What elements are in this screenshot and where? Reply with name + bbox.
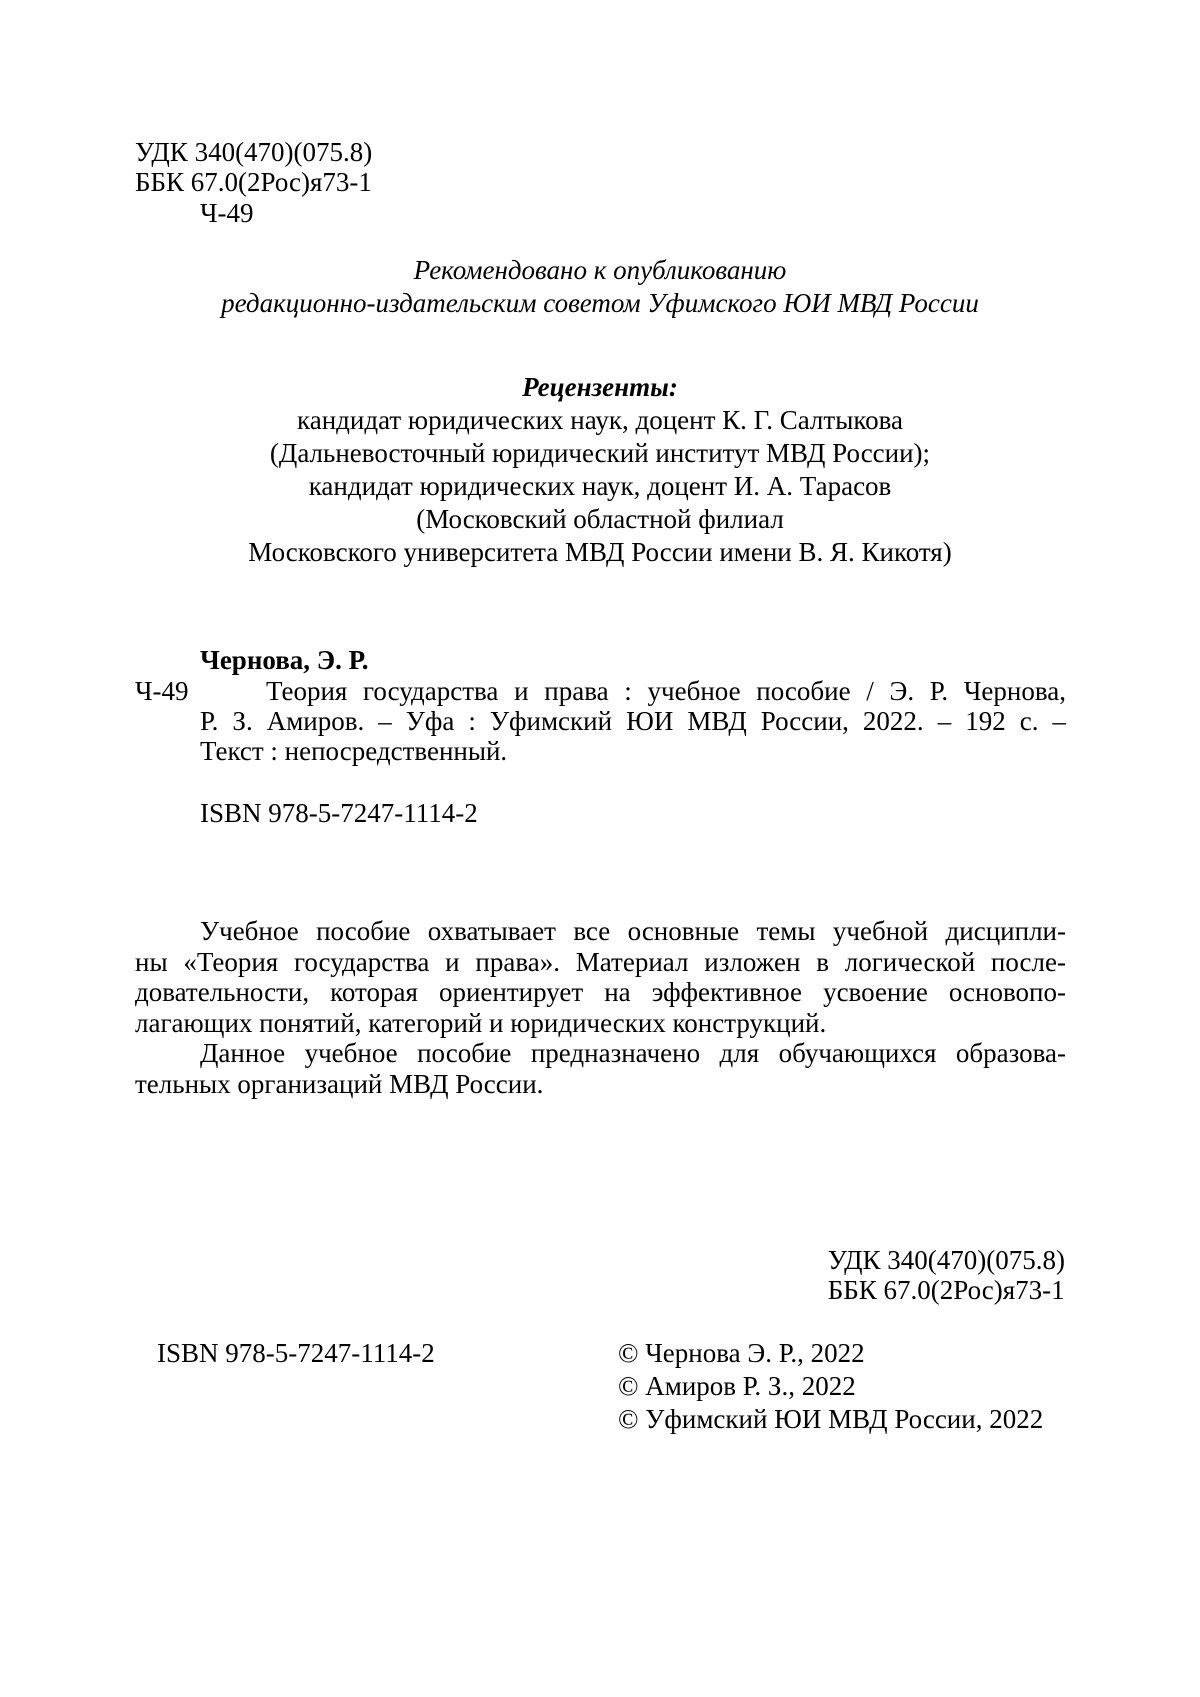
udk-code: УДК 340(470)(075.8): [135, 137, 373, 167]
annotation-line-6: тельных организаций МВД России.: [135, 1069, 544, 1099]
record-line-3: Текст : непосредственный.: [200, 736, 508, 766]
record-line-1: Теория государства и права : учебное пособие / Э. Р. Чернова,: [266, 676, 1066, 706]
recommendation: [0, 254, 1200, 320]
copyright-block: [618, 1337, 1043, 1436]
reviewer-line: (Дальневосточный юридический институт МВД России);: [269, 438, 931, 468]
record-isbn: ISBN 978-5-7247-1114-2: [200, 798, 478, 828]
reviewer-line: Московского университета МВД России имени В. Я. Кикотя): [248, 537, 952, 567]
record-author-mark: Ч-49: [135, 676, 189, 706]
bbk-code: ББК 67.0(2Рос)я73-1: [135, 167, 372, 197]
footer-isbn: ISBN 978-5-7247-1114-2: [157, 1338, 435, 1368]
annotation-line-4: лагающих понятий, категорий и юридических конструкций.: [135, 1008, 827, 1038]
recommendation-line-2: редакционно-издательским советом Уфимского ЮИ МВД России: [221, 288, 979, 318]
recommendation-line-1: Рекомендовано к опубликованию: [413, 255, 787, 285]
annotation-line-2: ны «Теория государства и права». Материал изложен в логической после-: [135, 947, 1066, 977]
reviewer-line: (Московский областной филиал: [416, 504, 784, 534]
footer-udk: УДК 340(470)(075.8): [827, 1245, 1065, 1275]
author-heading: Чернова, Э. Р.: [200, 645, 369, 675]
annotation-line-1: Учебное пособие охватывает все основные темы учебной дисципли-: [200, 916, 1066, 946]
reviewers-heading: Рецензенты:: [522, 372, 678, 402]
record-line-2: Р. З. Амиров. – Уфа : Уфимский ЮИ МВД России, 2022. – 192 с. –: [200, 706, 1066, 736]
annotation-line-5: Данное учебное пособие предназначено для обучающихся образова-: [200, 1038, 1066, 1068]
copyright-line: © Уфимский ЮИ МВД России, 2022: [618, 1404, 1044, 1434]
reviewers: [0, 371, 1200, 569]
footer-codes: [828, 1244, 1065, 1307]
reviewer-line: кандидат юридических наук, доцент И. А. Тарасов: [308, 471, 892, 501]
copyright-line: © Амиров Р. З., 2022: [618, 1371, 856, 1401]
annotation-line-3: довательности, которая ориентирует на эффективное усвоение основопо-: [135, 977, 1066, 1007]
reviewer-line: кандидат юридических наук, доцент К. Г. Салтыкова: [297, 405, 903, 435]
footer-bbk: ББК 67.0(2Рос)я73-1: [827, 1275, 1065, 1305]
author-mark: Ч-49: [200, 198, 254, 228]
copyright-line: © Чернова Э. Р., 2022: [618, 1338, 865, 1368]
